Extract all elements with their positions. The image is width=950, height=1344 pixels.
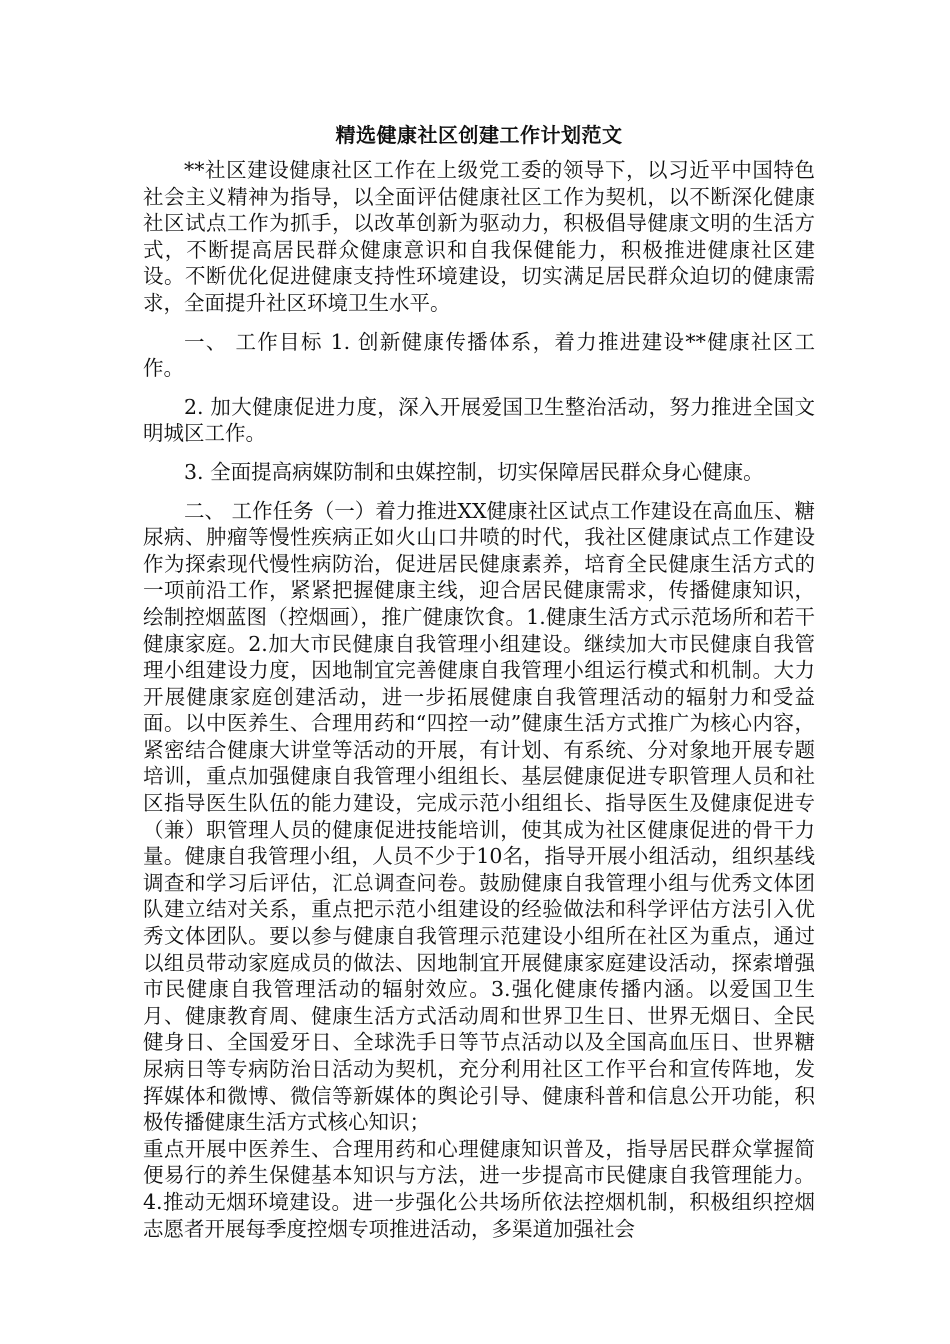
paragraph-goal-3: 3. 全面提高病媒防制和虫媒控制，切实保障居民群众身心健康。 bbox=[184, 459, 764, 484]
paragraph-tasks-continued: 重点开展中医养生、合理用药和心理健康知识普及，指导居民群众掌握简便易行的养生保健基本知识与方法，进一步提高市民健康自我管理能力。4.推动无烟环境建设。进一步强化公共场所依法控烟机制，积极组织控烟志愿者开展每季度控烟专项推进活动，多渠道加强社会 bbox=[143, 1136, 815, 1241]
paragraph-tasks: 二、 工作任务（一）着力推进XX健康社区试点工作建设在高血压、糖尿病、肿瘤等慢性疾病正如火山口井喷的时代，我社区健康试点工作建设作为探索现代慢性病防治，促进居民健康素养，培育全民健康生活方式的一项前沿工作，紧紧把握健康主线，迎合居民健康需求，传播健康知识，绘制控烟蓝图（控烟画），推广健康饮食。1.健康生活方式示范场所和若干健康家庭。2.加大市民健康自我管理小组建设。继续加大市民健康自我管理小组建设力度，因地制宜完善健康自我管理小组运行模式和机制。大力开展健康家庭创建活动，进一步拓展健康自我管理活动的辐射力和受益面。以中医养生、合理用药和“四控一动”健康生活方式推广为核心内容，紧密结合健康大讲堂等活动的开展，有计划、有系统、分对象地开展专题培训，重点加强健康自我管理小组组长、基层健康促进专职管理人员和社区指导医生队伍的能力建设，完成示范小组组长、指导医生及健康促进专（兼）职管理人员的健康促进技能培训，使其成为社区健康促进的骨干力量。健康自我管理小组，人员不少于10名，指导开展小组活动，组织基线调查和学习后评估，汇总调查问卷。鼓励健康自我管理小组与优秀文体团队建立结对关系，重点把示范小组建设的经验做法和科学评估方法引入优秀文体团队。要以参与健康自我管理示范建设小组所在社区为重点，通过以组员带动家庭成员的做法、因地制宜开展健康家庭建设活动，探索增强市民健康自我管理活动的辐射效应。3.强化健康传播内涵。以爱国卫生月、健康教育周、健康生活方式活动周和世界卫生日、世界无烟日、全民健身日、全国爱牙日、全球洗手日等节点活动以及全国高血压日、世界糖尿病日等专病防治日活动为契机，充分利用社区工作平台和宣传阵地，发挥媒体和微博、微信等新媒体的舆论引导、健康科普和信息公开功能，积极传播健康生活方式核心知识； bbox=[143, 498, 815, 1135]
paragraph-goal-2: 2. 加大健康促进力度，深入开展爱国卫生整治活动，努力推进全国文明城区工作。 bbox=[143, 394, 815, 446]
paragraph-goal-1: 一、 工作目标 1. 创新健康传播体系，着力推进建设**健康社区工作。 bbox=[143, 329, 815, 381]
paragraph-intro: **社区建设健康社区工作在上级党工委的领导下，以习近平中国特色社会主义精神为指导，以全面评估健康社区工作为契机，以不断深化健康社区试点工作为抓手，以改革创新为驱动力，积极倡导健康文明的生活方式，不断提高居民群众健康意识和自我保健能力，积极推进健康社区建设。不断优化促进健康支持性环境建设，切实满足居民群众迫切的健康需求，全面提升社区环境卫生水平。 bbox=[143, 158, 815, 315]
document-title: 精选健康社区创建工作计划范文 bbox=[335, 123, 623, 147]
document-body bbox=[143, 121, 815, 1254]
